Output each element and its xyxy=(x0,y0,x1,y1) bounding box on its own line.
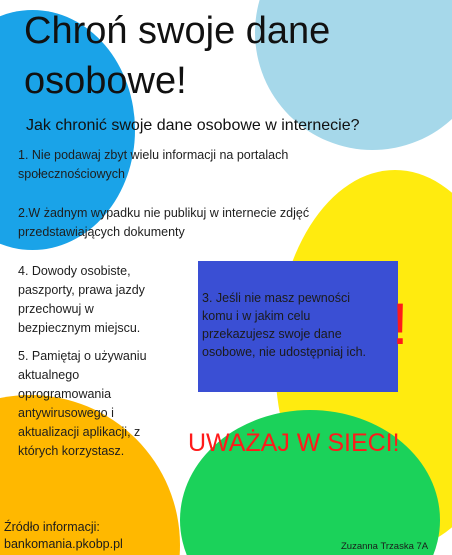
warning-slogan: UWAŻAJ W SIECI! xyxy=(188,429,400,457)
poster-subtitle: Jak chronić swoje dane osobowe w internecie? xyxy=(26,117,360,134)
tip-5: 5. Pamiętaj o używaniu aktualnego oprogramowania antywirusowego i aktualizacji aplikacji, z których korzystasz. xyxy=(18,349,147,458)
tip-1: 1. Nie podawaj zbyt wielu informacji na portalach społecznościowych xyxy=(18,148,289,181)
source-note: Źródło informacji: bankomania.pkobp.pl xyxy=(4,520,123,551)
poster-title: Chroń swoje dane osobowe! xyxy=(24,10,331,102)
tip-4: 4. Dowody osobiste, paszporty, prawa jazdy przechowuj w bezpiecznym miejscu. xyxy=(18,264,145,335)
tip-2: 2.W żadnym wypadku nie publikuj w internecie zdjęć przedstawiających dokumenty xyxy=(18,206,310,239)
tip-3: 3. Jeśli nie masz pewności komu i w jakim celu przekazujesz swoje dane osobowe, nie udostępniaj ich. xyxy=(202,291,367,359)
author-signature: Zuzanna Trzaska 7A xyxy=(341,541,429,552)
exclamation-mark: ! xyxy=(392,292,409,357)
